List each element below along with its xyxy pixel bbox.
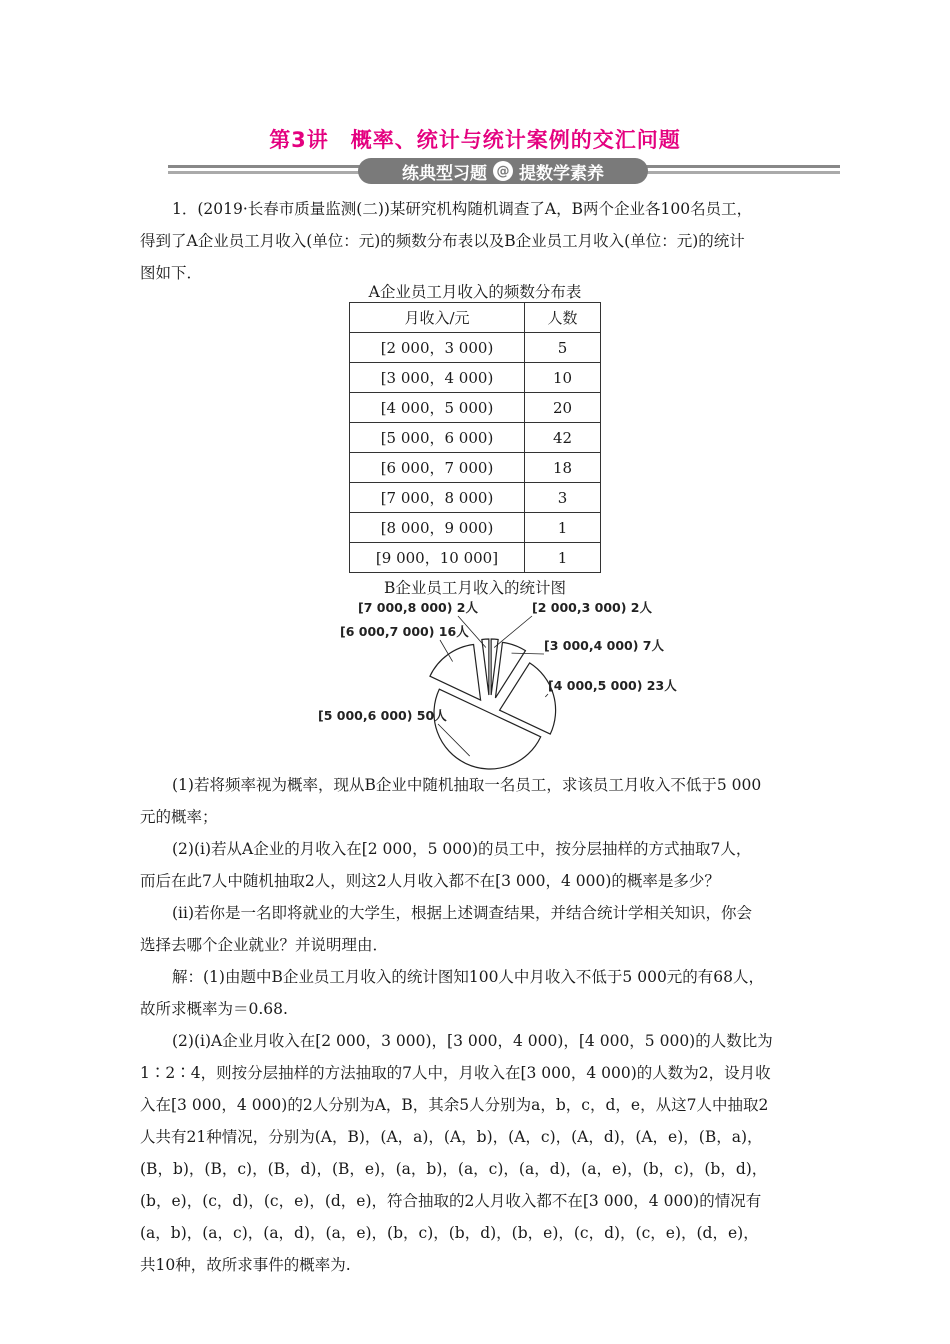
pie-leader-line xyxy=(494,616,532,648)
question-2ii-line-2: 选择去哪个企业就业？并说明理由． xyxy=(140,936,389,954)
problem-intro-line-1: 1．(2019·长春市质量监测(二))某研究机构随机调查了A，B两个企业各100名员工， xyxy=(172,200,753,218)
table-cell: [4 000，5 000) xyxy=(350,393,525,423)
pie-slice-label: [3 000,4 000) 7人 xyxy=(544,638,665,653)
table-row xyxy=(350,363,601,393)
table-cell: 5 xyxy=(525,333,601,363)
solution-2-line-3: 入在[3 000，4 000)的2人分别为A，B，其余5人分别为a，b，c，d，e，从这7人中抽取2 xyxy=(140,1096,769,1114)
solution-2-line-7: (a，b)，(a，c)，(a，d)，(a，e)，(b，c)，(b，d)，(b，e)，(c，d)，(c，e)，(d，e)， xyxy=(140,1224,759,1242)
table-header-row xyxy=(350,303,601,333)
section-banner xyxy=(168,158,840,184)
banner-right-text: 提数学素养 xyxy=(519,163,604,184)
table-header-cell: 人数 xyxy=(525,303,601,333)
pie-slice-label: [7 000,8 000) 2人 xyxy=(358,600,479,615)
pie-slice-label: [5 000,6 000) 50人 xyxy=(318,708,447,723)
solution-2-line-8: 共10种，故所求事件的概率为. xyxy=(140,1256,351,1274)
pie-slice xyxy=(430,644,481,700)
table-cell: [2 000，3 000) xyxy=(350,333,525,363)
table-row xyxy=(350,333,601,363)
question-1-line-2: 元的概率； xyxy=(140,808,218,826)
table-header-cell: 月收入/元 xyxy=(350,303,525,333)
question-1-line-1: (1)若将频率视为概率，现从B企业中随机抽取一名员工，求该员工月收入不低于5 000 xyxy=(172,776,762,794)
table-cell: 20 xyxy=(525,393,601,423)
pie-slice-label: [6 000,7 000) 16人 xyxy=(340,624,469,639)
solution-1-line-2: 故所求概率为＝0.68. xyxy=(140,1000,288,1018)
table-cell: 1 xyxy=(525,543,601,573)
table-cell: 10 xyxy=(525,363,601,393)
banner-left-text: 练典型习题 xyxy=(402,163,487,184)
table-cell: [7 000，8 000) xyxy=(350,483,525,513)
solution-2-line-1: (2)(ⅰ)A企业月收入在[2 000，3 000)，[3 000，4 000)，[4 000，5 000)的人数比为 xyxy=(172,1032,773,1050)
table-row xyxy=(350,513,601,543)
table-caption: A企业员工月收入的频数分布表 xyxy=(368,283,582,301)
banner-pill xyxy=(358,158,648,184)
table-cell: [3 000，4 000) xyxy=(350,363,525,393)
table-row xyxy=(350,483,601,513)
solution-2-line-5: (B，b)，(B，c)，(B，d)，(B，e)，(a，b)，(a，c)，(a，d)，(a，e)，(b，c)，(b，d)， xyxy=(140,1160,768,1178)
solution-2-line-6: (b，e)，(c，d)，(c，e)，(d，e)，符合抽取的2人月收入都不在[3 000，4 000)的情况有 xyxy=(140,1192,762,1210)
question-2ii-line-1: (ⅱ)若你是一名即将就业的大学生，根据上述调查结果，并结合统计学相关知识，你会 xyxy=(172,904,753,922)
frequency-table xyxy=(349,302,601,573)
table-cell: 18 xyxy=(525,453,601,483)
pie-chart xyxy=(300,598,700,770)
problem-intro-line-3: 图如下． xyxy=(140,264,203,282)
solution-2-line-2: 1∶2∶4，则按分层抽样的方法抽取的7人中，月收入在[3 000，4 000)的人数为2，设月收 xyxy=(140,1064,771,1082)
problem-intro-line-2: 得到了A企业员工月收入(单位：元)的频数分布表以及B企业员工月收入(单位：元)的统计 xyxy=(140,232,745,250)
pie-slice-label: [2 000,3 000) 2人 xyxy=(532,600,653,615)
table-row xyxy=(350,393,601,423)
question-2i-line-1: (2)(ⅰ)若从A企业的月收入在[2 000，5 000)的员工中，按分层抽样的方式抽取7人， xyxy=(172,840,752,858)
solution-1-line-1: 解：(1)由题中B企业员工月收入的统计图知100人中月收入不低于5 000元的有68人， xyxy=(172,968,765,986)
table-cell: [8 000，9 000) xyxy=(350,513,525,543)
table-cell: 42 xyxy=(525,423,601,453)
table-cell: 3 xyxy=(525,483,601,513)
table-cell: 1 xyxy=(525,513,601,543)
question-2i-line-2: 而后在此7人中随机抽取2人，则这2人月收入都不在[3 000，4 000)的概率是多少？ xyxy=(140,872,720,890)
table-cell: [6 000，7 000) xyxy=(350,453,525,483)
table-row xyxy=(350,543,601,573)
at-icon: @ xyxy=(493,161,513,181)
table-cell: [9 000，10 000] xyxy=(350,543,525,573)
table-cell: [5 000，6 000) xyxy=(350,423,525,453)
page-title: 第3讲 概率、统计与统计案例的交汇问题 xyxy=(269,128,681,152)
table-row xyxy=(350,453,601,483)
pie-slice-label: [4 000,5 000) 23人 xyxy=(548,678,677,693)
solution-2-line-4: 人共有21种情况，分别为(A，B)，(A，a)，(A，b)，(A，c)，(A，d)，(A，e)，(B，a)， xyxy=(140,1128,763,1146)
table-row xyxy=(350,423,601,453)
chart-caption: B企业员工月收入的统计图 xyxy=(384,579,566,597)
